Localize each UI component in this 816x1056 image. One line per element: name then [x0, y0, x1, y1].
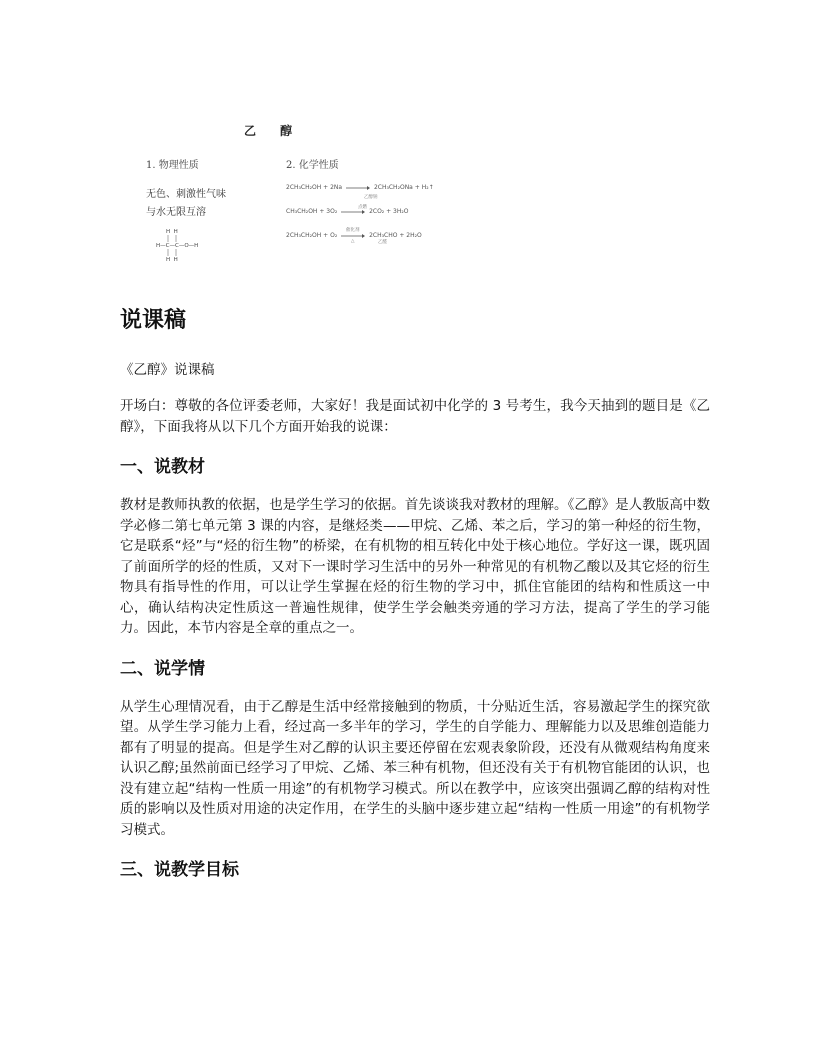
equation-left: CH₃CH₂OH + 3O₂	[286, 208, 338, 215]
structure-middle-atoms: H—C—C—O—H	[156, 243, 199, 249]
section-paragraph: 从学生心理情况看，由于乙醇是生活中经常接触到的物质，十分贴近生活，容易激起学生的探究欲望。从学生学习能力上看，经过高一多半年的学习，学生的自学能力、理解能力以及思维创造能力都有了明显的提高。但是学生对乙醇的认识主要还停留在宏观表象阶段，还没有从微观结构角度来认识乙醇;虽然前面已经学习了甲烷、乙烯、苯三种有机物，但还没有关于有机物官能团的认识，也没有建立起“结构一性质一用途”的有机物学习模式。所以在教学中，应该突出强调乙醇的结构对性质的影响以及性质对用途的决定作用，在学生的头脑中逐步建立起“结构一性质一用途”的有机物学习模式。	[120, 698, 710, 838]
equation-note: 乙醇钠	[364, 195, 378, 200]
arrow-icon	[341, 233, 365, 239]
document-body	[120, 306, 710, 882]
equation-note: 点燃	[358, 205, 367, 210]
equation-left: 2CH₃CH₂OH + O₂	[286, 232, 338, 239]
chemical-properties-heading: 2. 化学性质	[286, 160, 339, 171]
equation-oxidation	[286, 232, 422, 239]
equation-note: 催化剂	[346, 228, 360, 233]
document-title: 说课稿	[120, 308, 187, 333]
arrow-icon	[346, 185, 370, 191]
ethanol-board-figure	[120, 112, 500, 272]
opening-paragraph: 开场白：尊敬的各位评委老师，大家好！我是面试初中化学的 3 号考生，我今天抽到的题目是《乙醇》，下面我将从以下几个方面开始我的说课：	[120, 398, 710, 435]
physical-properties-heading: 1. 物理性质	[146, 160, 199, 171]
document-subtitle: 《乙醇》说课稿	[120, 362, 215, 378]
equation-right: 2CH₃CH₂ONa + H₂↑	[373, 184, 434, 191]
section-paragraph: 教材是教师执教的依据，也是学生学习的依据。首先谈谈我对教材的理解。《乙醇》是人教版高中数学必修二第七单元第 3 课的内容，是继烃类——甲烷、乙烯、苯之后，学习的第一种烃的衍生物，它是联系“烃”与“烃的衍生物”的桥梁，在有机物的相互转化中处于核心地位。学好这一课，既巩固了前面所学的烃的性质，又对下一课时学习生活中的另外一种常见的有机物乙酸以及其它烃的衍生物具有指导性的作用，可以让学生掌握在烃的衍生物的学习中，抓住官能团的结构和性质这一中心，确认结构决定性质这一普遍性规律，使学生学会触类旁通的学习方法，提高了学生的学习能力。因此，本节内容是全章的重点之一。	[120, 497, 710, 636]
equation-right: 2CH₃CHO + 2H₂O	[369, 232, 422, 239]
ethanol-structural-formula	[154, 226, 214, 266]
section-heading: 三、说教学目标	[120, 860, 239, 880]
equation-left: 2CH₃CH₂OH + 2Na	[286, 184, 343, 191]
equation-right: 2CO₂ + 3H₂O	[369, 208, 409, 215]
equation-sodium	[286, 184, 434, 191]
equation-combustion	[286, 208, 409, 215]
section-heading: 一、说教材	[120, 457, 205, 477]
equation-note: 乙醛	[378, 240, 387, 245]
section-heading: 二、说学情	[120, 658, 205, 679]
structure-bottom-atoms: H H	[166, 257, 178, 263]
equation-note: △	[351, 239, 355, 244]
figure-title: 乙 醇	[244, 124, 303, 138]
structure-top-atoms: H H	[166, 229, 178, 235]
physical-property-line: 与水无限互溶	[146, 207, 206, 218]
physical-property-line: 无色、刺激性气味	[146, 189, 226, 200]
